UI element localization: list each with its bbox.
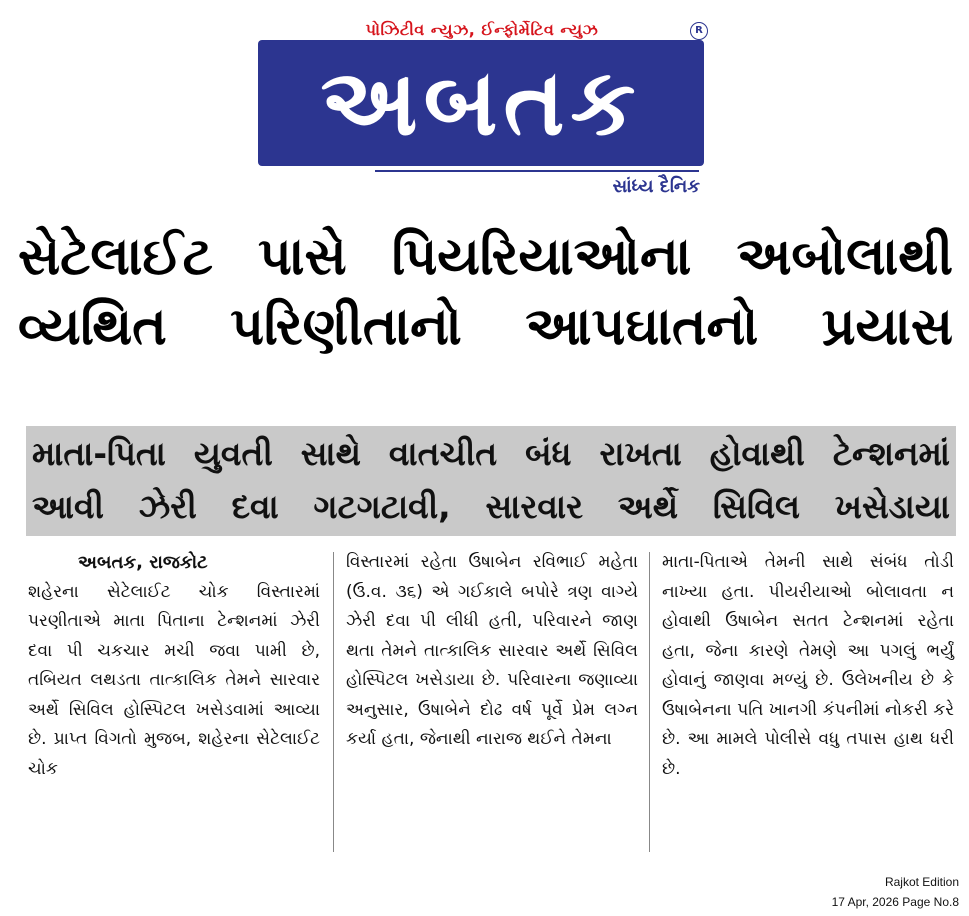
subhead-line-2: આવી ઝેરી દવા ગટગટાવી, સારવાર અર્થે સિવિલ ખસેડાયા — [32, 487, 950, 526]
article-column-1 — [28, 548, 320, 784]
date-page-label: 17 Apr, 2026 Page No.8 — [831, 895, 959, 909]
article-subheadline — [26, 426, 956, 536]
column-divider — [649, 552, 650, 852]
column-2-text: વિસ્તારમાં રહેતા ઉષાબેન રવિભાઈ મહેતા (ઉ.વ. ૩૬) એ ગઈકાલે બપોરે ત્રણ વાગ્યે ઝેરી દવા પી લીધી હતી, પરિવારને જાણ થતા તેમને તાત્કાલિક સારવાર અર્થે સિવિલ હોસ્પિટલ ખસેડાયા છે. પરિવારના જણાવ્યા અનુસાર, ઉષાબેને દોઢ વર્ષ પૂર્વે પ્રેમ લગ્ન કર્યા હતા, જેનાથી નારાજ થઈને તેમના — [346, 552, 638, 749]
edition-label: Rajkot Edition — [884, 875, 959, 889]
masthead-subline: સાંધ્ય દૈનિક — [612, 176, 700, 197]
subhead-line-1: માતા-પિતા યુવતી સાથે વાતચીત બંધ રાખતા હોવાથી ટેન્શનમાં — [32, 434, 950, 473]
column-3-text: માતા-પિતાએ તેમની સાથે સંબંધ તોડી નાખ્યા હતા. પીયરીયાઓ બોલાવતા ન હોવાથી ઉષાબેન સતત ટેન્શનમાં રહેતા હતા, જેના કારણે તેમણે આ પગલું ભર્યું હોવાનું જાણવા મળ્યું છે. ઉલેખનીય છે કે ઉષાબેનના પતિ ખાનગી કંપનીમાં નોકરી કરે છે. આ મામલે પોલીસે વધુ તપાસ હાથ ધરી છે. — [662, 552, 954, 779]
article-column-3 — [662, 548, 954, 784]
logo-underline — [375, 170, 699, 172]
headline-line-1: સેટેલાઈટ પાસે પિયરિયાઓના અબોલાથી — [18, 227, 953, 287]
article-column-2 — [346, 548, 638, 755]
page-footer — [832, 872, 959, 912]
article-body — [28, 548, 958, 858]
column-divider — [333, 552, 334, 852]
masthead-tagline: પોઝિટીવ ન્યુઝ, ઈન્ફોર્મેટિવ ન્યુઝ — [365, 20, 599, 39]
registered-mark: R — [690, 22, 708, 40]
headline-line-2: વ્યથિત પરિણીતાનો આપઘાતનો પ્રયાસ — [18, 297, 953, 357]
article-dateline: અબતક, રાજકોટ — [78, 552, 208, 573]
article-headline — [18, 222, 953, 362]
masthead — [0, 0, 969, 210]
newspaper-logo: અબતક — [258, 40, 704, 166]
column-1-text: શહેરના સેટેલાઈટ ચોક વિસ્તારમાં પરણીતાએ માતા પિતાના ટેન્શનમાં ઝેરી દવા પી ચકચાર મચી જવા પામી છે, તબિયત લથડતા તાત્કાલિક તેમને સારવાર અર્થે સિવિલ હોસ્પિટલ ખસેડવામાં આવ્યા છે. પ્રાપ્ત વિગતો મુજબ, શહેરના સેટેલાઈટ ચોક — [28, 581, 320, 779]
